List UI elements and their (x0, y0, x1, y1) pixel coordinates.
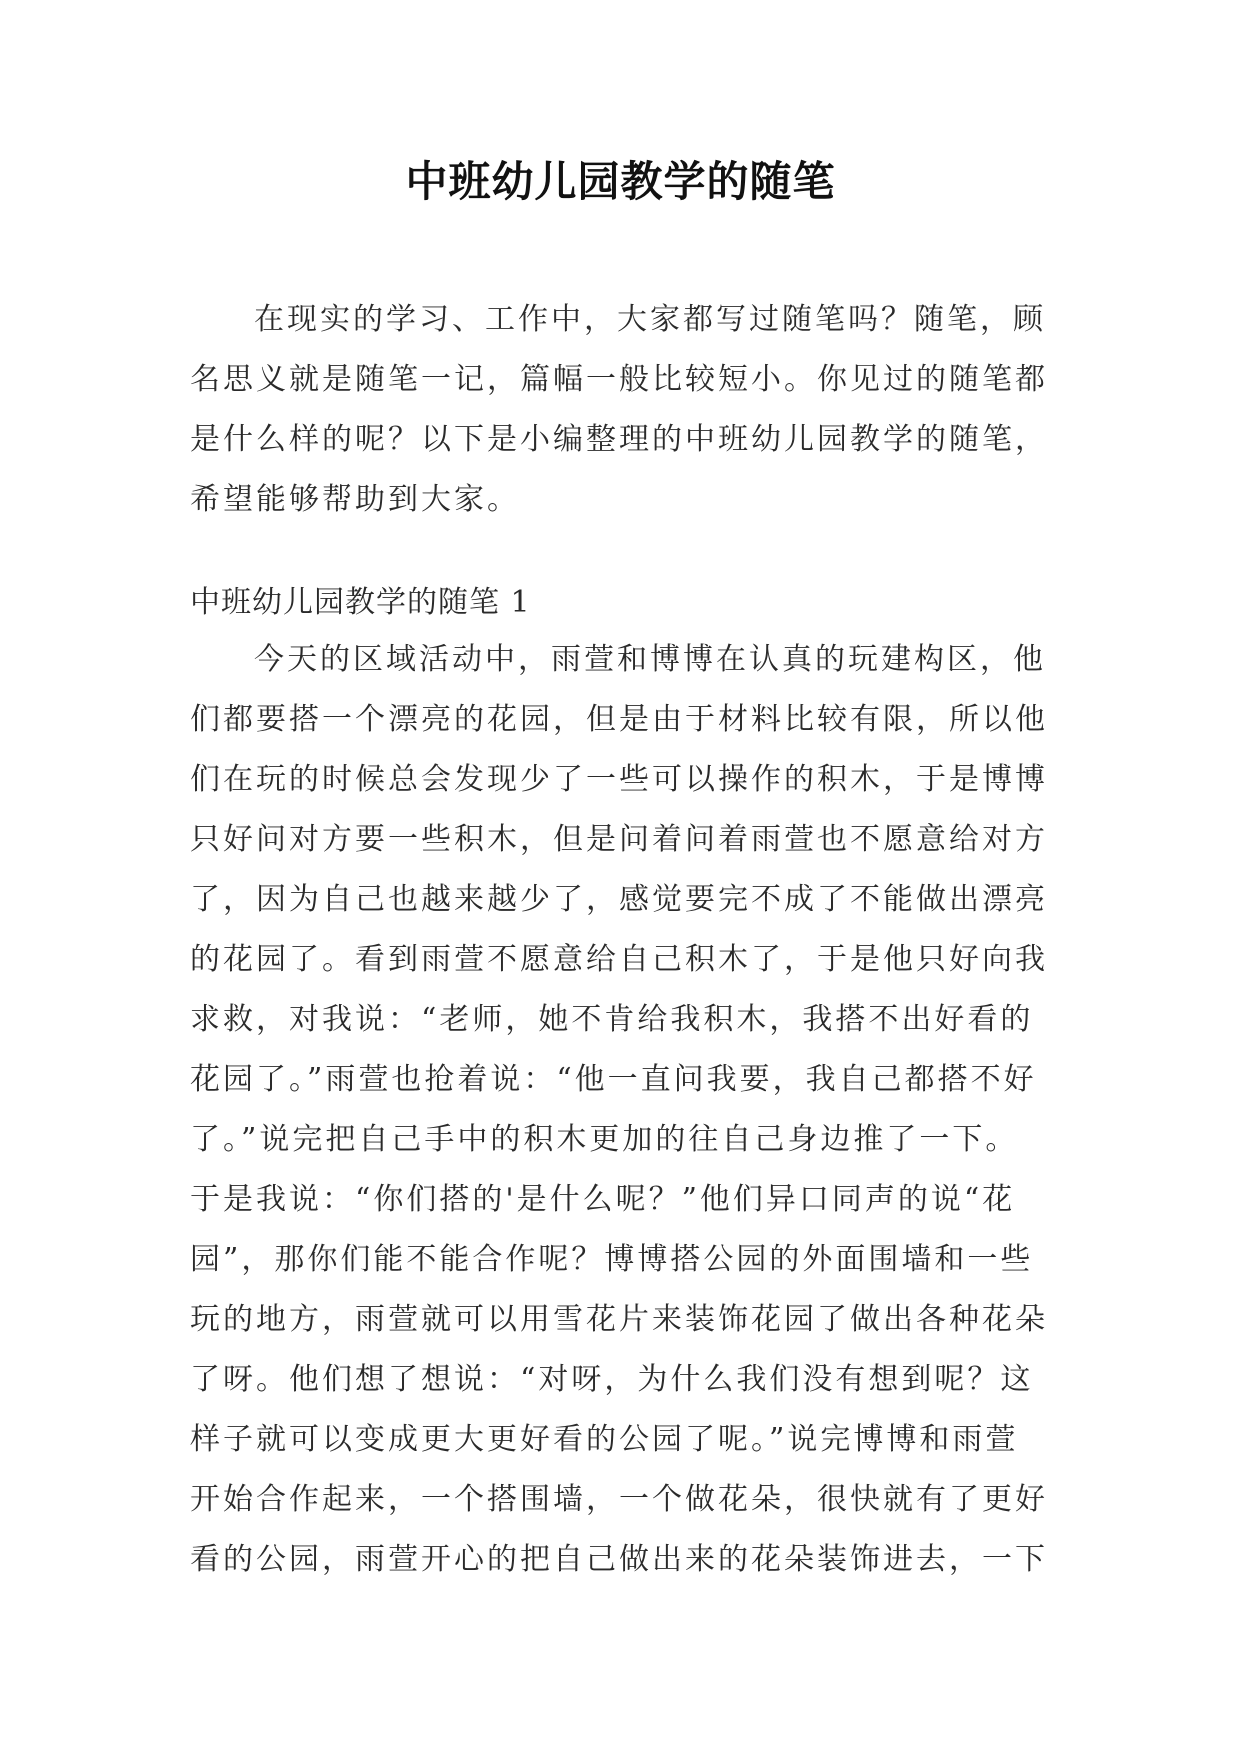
intro-paragraph (190, 290, 1052, 530)
text-line: 求救，对我说：“老师，她不肯给我积木，我搭不出好看的 (190, 1002, 1034, 1037)
text-line: 了呀。他们想了想说：“对呀，为什么我们没有想到呢？这 (190, 1362, 1034, 1397)
text-line: 了，因为自己也越来越少了，感觉要完不成了不能做出漂亮 (190, 882, 1048, 917)
text-line: 开始合作起来，一个搭围墙，一个做花朵，很快就有了更好 (190, 1482, 1048, 1517)
text-line: 们在玩的时候总会发现少了一些可以操作的积木，于是博博 (190, 762, 1048, 797)
text-line: 名思义就是随笔一记，篇幅一般比较短小。你见过的随笔都 (190, 362, 1048, 397)
story-paragraph (190, 630, 1052, 1590)
text-line: 们都要搭一个漂亮的花园，但是由于材料比较有限，所以他 (190, 702, 1048, 737)
text-line: 是什么样的呢？以下是小编整理的中班幼儿园教学的随笔， (190, 422, 1048, 457)
text-line: 在现实的学习、工作中，大家都写过随笔吗？随笔，顾 (254, 302, 1046, 337)
text-line: 希望能够帮助到大家。 (190, 482, 520, 517)
text-line: 花园了。”雨萱也抢着说：“他一直问我要，我自己都搭不好 (190, 1062, 1037, 1097)
text-line: 于是我说：“你们搭的'是什么呢？”他们异口同声的说“花 (190, 1182, 1016, 1217)
text-line: 的花园了。看到雨萱不愿意给自己积木了，于是他只好向我 (190, 942, 1048, 977)
section-heading: 中班幼儿园教学的随笔 1 (190, 585, 531, 620)
text-line: 园”，那你们能不能合作呢？博博搭公园的外面围墙和一些 (190, 1242, 1034, 1277)
text-line: 今天的区域活动中，雨萱和博博在认真的玩建构区，他 (254, 642, 1046, 677)
text-line: 玩的地方，雨萱就可以用雪花片来装饰花园了做出各种花朵 (190, 1302, 1048, 1337)
text-line: 只好问对方要一些积木，但是问着问着雨萱也不愿意给对方 (190, 822, 1048, 857)
text-line: 了。”说完把自己手中的积木更加的往自己身边推了一下。 (190, 1122, 1019, 1157)
text-line: 样子就可以变成更大更好看的公园了呢。”说完博博和雨萱 (190, 1422, 1019, 1457)
document-title: 中班幼儿园教学的随笔 (405, 157, 836, 206)
text-line: 看的公园，雨萱开心的把自己做出来的花朵装饰进去，一下 (190, 1542, 1048, 1577)
